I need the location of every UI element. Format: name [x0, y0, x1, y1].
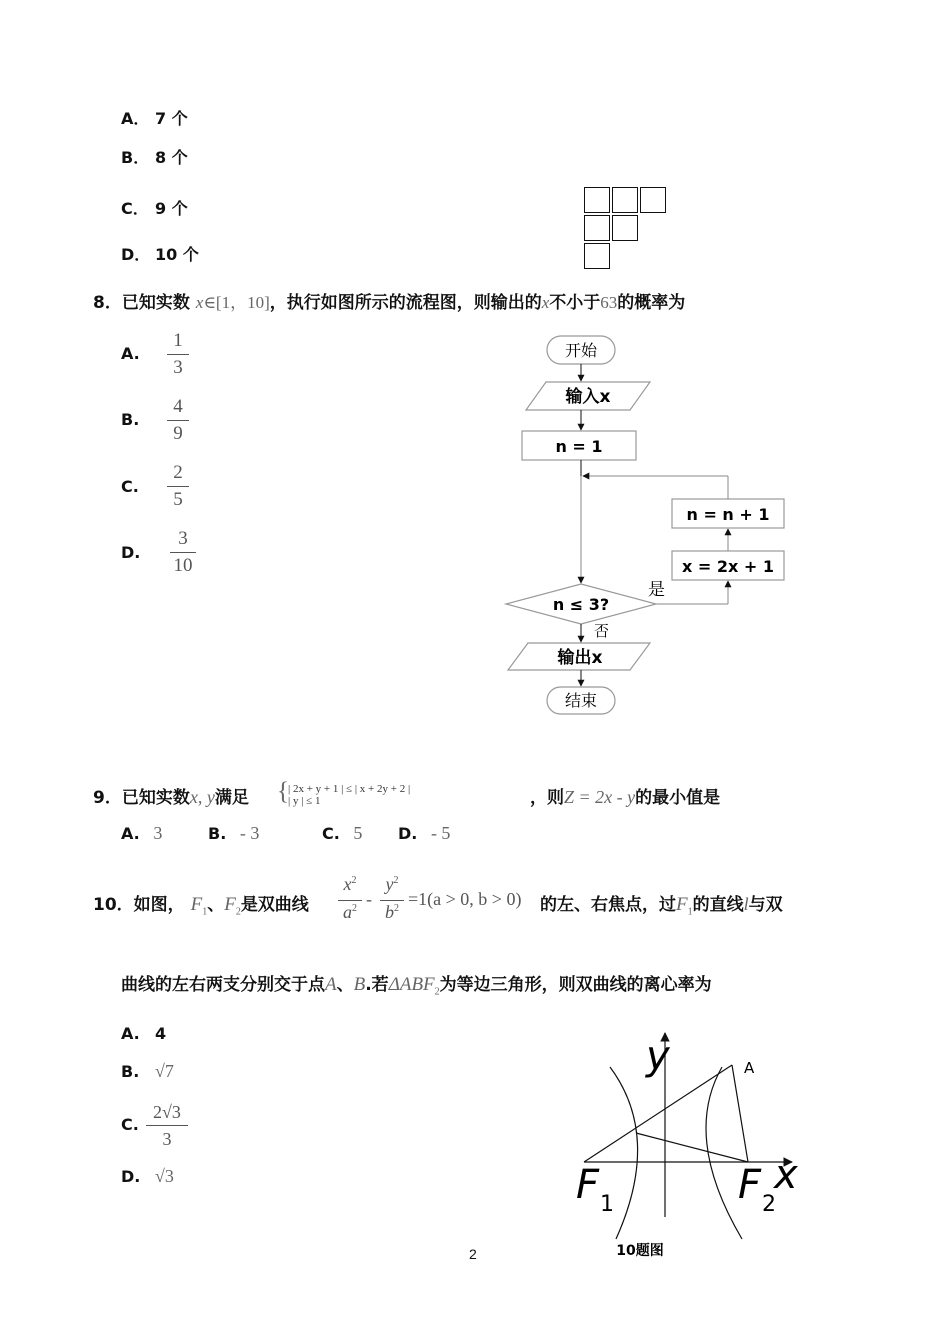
q8-option-d-label: D. — [121, 543, 141, 562]
q8-flowchart — [500, 330, 800, 725]
q10-stem-line2: 曲线的左右两支分别交于点A、B.若$\Delta ABF_2$为等边三角形，则双曲线的离心率为 — [121, 974, 712, 998]
q7-option-c: C． 9 个 — [121, 199, 188, 218]
q9-option-b: B. - 3 — [208, 823, 260, 843]
q10-option-d: D. √3 — [121, 1166, 174, 1186]
figure-caption: 10题图 — [616, 1243, 664, 1259]
point-a-label: A — [744, 1059, 755, 1077]
line-a-f2 — [732, 1065, 748, 1162]
page-number: 2 — [469, 1246, 477, 1262]
flow-no-label: 否 — [594, 622, 610, 640]
x-label: x — [774, 1152, 798, 1198]
q7-option-d: D． 10 个 — [121, 245, 199, 264]
q10-option-c-fraction: 2√3 3 — [146, 1101, 188, 1150]
q10-hyperbola-equation: $x^2$ $a^2$ - $y^2$ $b^2$ =1(a > 0, b > 0) — [336, 872, 546, 932]
f1-label: F — [576, 1162, 600, 1208]
grid-cell — [584, 187, 610, 213]
flow-end-text: 结束 — [564, 691, 598, 710]
f1-subscript: 1 — [600, 1192, 614, 1217]
flow-update-n-text: n = n + 1 — [686, 505, 770, 524]
q8-option-a-label: A. — [121, 344, 140, 363]
f2-subscript: 2 — [762, 1192, 776, 1217]
flow-input-text: 输入x — [565, 387, 611, 407]
q8-stem: 8．已知实数 x∈[1，10]，执行如图所示的流程图，则输出的x不小于63的概率为 — [93, 293, 686, 313]
q10-stem-line1-end: 的左、右焦点，过$F_1$的直线l与双 — [540, 894, 783, 918]
flow-start-text: 开始 — [564, 341, 598, 360]
q9-constraint-system: { | 2x + y + 1 | ≤ | x + 2y + 2 | | y | ≤ 1 — [277, 778, 411, 807]
q9-stem-tail: ，则Z = 2x - y的最小值是 — [530, 787, 721, 808]
flow-yes-label: 是 — [648, 580, 665, 600]
q10-option-c-label: C. — [121, 1115, 139, 1134]
q9-option-c: C. 5 — [322, 823, 363, 843]
flow-output-text: 输出x — [557, 648, 603, 668]
grid-cell — [584, 215, 610, 241]
line-b-f2 — [636, 1133, 748, 1162]
grid-cell — [612, 187, 638, 213]
flow-init-text: n = 1 — [555, 437, 603, 456]
f2-label: F — [738, 1162, 762, 1208]
q9-option-d: D. - 5 — [398, 823, 451, 843]
q8-option-c-fraction: 2 5 — [167, 462, 189, 511]
flow-update-x-text: x = 2x + 1 — [682, 557, 774, 576]
q9-stem: 9．已知实数x, y满足 — [93, 787, 249, 808]
flow-condition-text: n ≤ 3? — [552, 595, 610, 614]
grid-cell — [584, 243, 610, 269]
q10-stem-line1-start: 10．如图， $F_1$、$F_2$是双曲线 — [93, 894, 309, 918]
grid-cell — [640, 187, 666, 213]
q7-option-a: A． 7 个 — [121, 109, 188, 128]
q7-option-b: B． 8 个 — [121, 148, 188, 167]
q8-option-a-fraction: 1 3 — [167, 330, 189, 379]
y-label: y — [646, 1033, 670, 1079]
q10-option-b: B. √7 — [121, 1061, 174, 1081]
brace-icon: { — [277, 778, 289, 805]
q8-option-b-label: B. — [121, 410, 140, 429]
left-branch — [610, 1067, 638, 1239]
q8-option-c-label: C. — [121, 477, 139, 496]
q9-option-a: A. 3 — [121, 823, 163, 843]
q8-option-d-fraction: 3 10 — [170, 528, 196, 577]
q8-option-b-fraction: 4 9 — [167, 396, 189, 445]
q10-hyperbola-figure — [570, 1025, 810, 1265]
line-f1-a — [584, 1065, 732, 1162]
q10-option-a: A. 4 — [121, 1024, 167, 1043]
grid-cell — [612, 215, 638, 241]
